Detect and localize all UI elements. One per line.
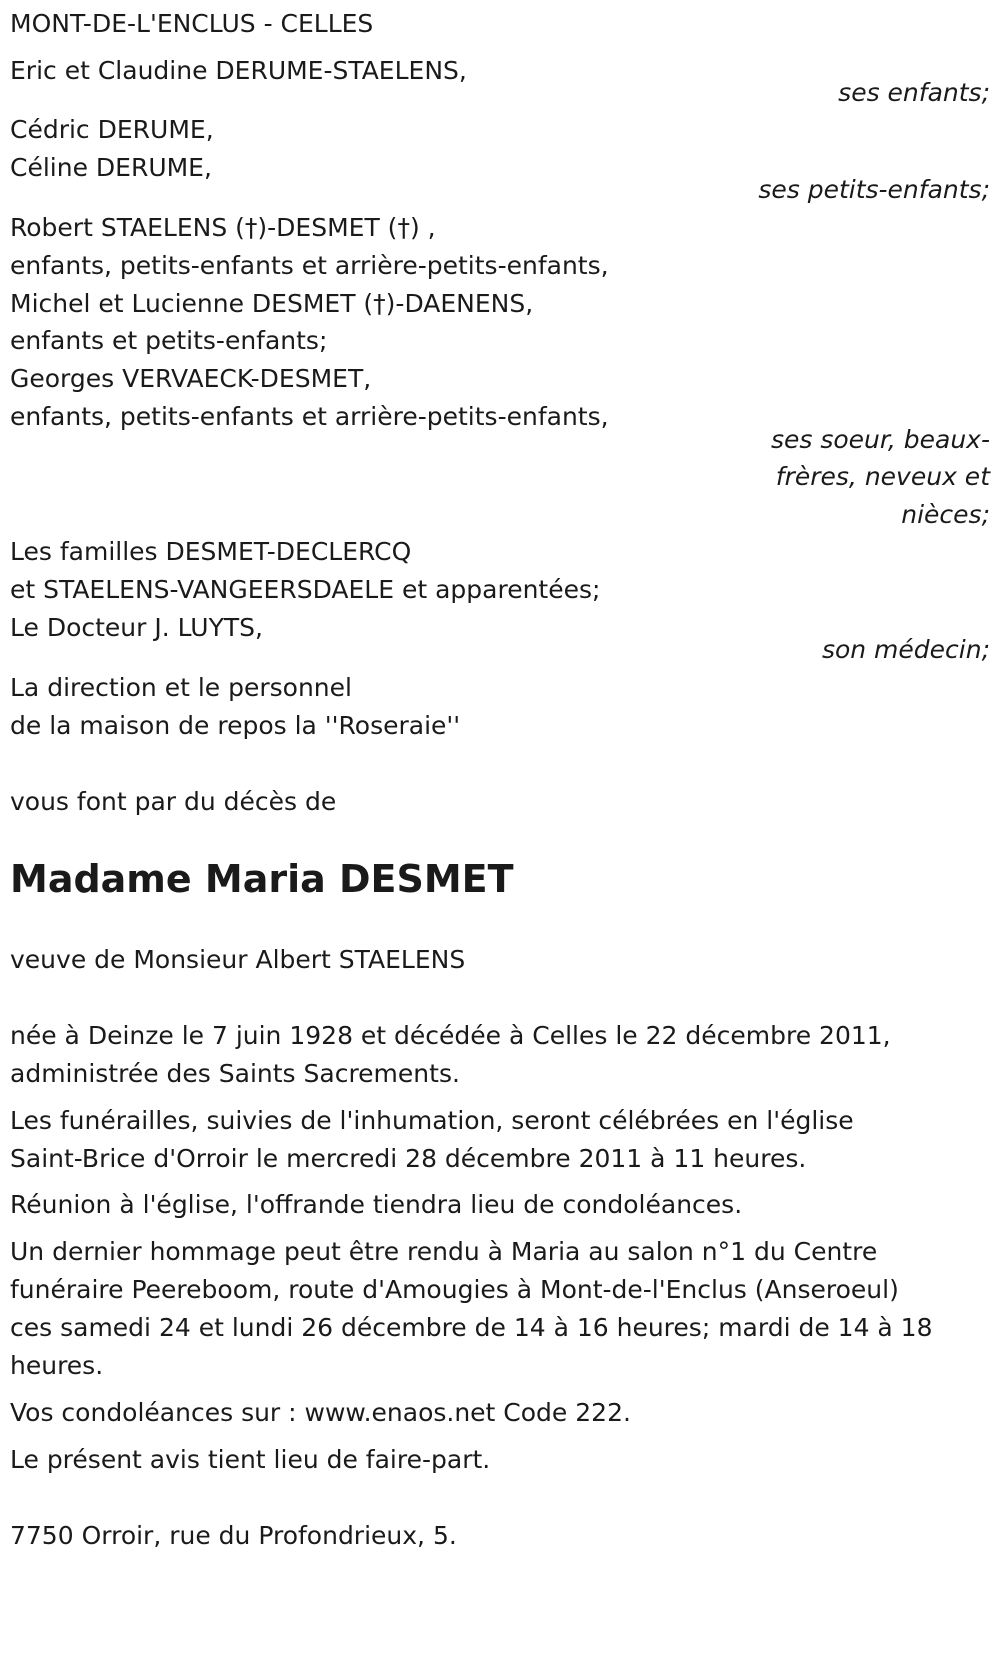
sibling-line: Michel et Lucienne DESMET (†)-DAENENS,	[10, 289, 534, 318]
tribute-line: ces samedi 24 et lundi 26 décembre de 14 à 16 heures; mardi de 14 à 18	[10, 1313, 933, 1342]
sibling-line: enfants, petits-enfants et arrière-petits-enfants,	[10, 251, 609, 280]
tribute-line: funéraire Peereboom, route d'Amougies à Mont-de-l'Enclus (Anseroeul)	[10, 1275, 899, 1304]
siblings-role-line: ses soeur, beaux-	[770, 425, 990, 454]
family-line: Les familles DESMET-DECLERCQ	[10, 537, 412, 566]
reunion-line: Réunion à l'église, l'offrande tiendra lieu de condoléances.	[10, 1190, 743, 1219]
sibling-line: enfants, petits-enfants et arrière-petits-enfants,	[10, 402, 609, 431]
doctor-role: son médecin;	[821, 635, 990, 664]
condolences-line: Vos condoléances sur : www.enaos.net Code 222.	[10, 1398, 631, 1427]
tribute-line: Un dernier hommage peut être rendu à Maria au salon n°1 du Centre	[10, 1237, 878, 1266]
staff-line: La direction et le personnel	[10, 673, 352, 702]
grandchildren-role: ses petits-enfants;	[758, 175, 990, 204]
header-location: MONT-DE-L'ENCLUS - CELLES	[10, 9, 374, 38]
children-role: ses enfants;	[838, 78, 990, 107]
siblings-role-line: frères, neveux et	[775, 462, 990, 491]
sibling-line: Robert STAELENS (†)-DESMET (†) ,	[10, 213, 436, 242]
widow-of: veuve de Monsieur Albert STAELENS	[10, 945, 466, 974]
sibling-line: enfants et petits-enfants;	[10, 326, 328, 355]
tribute-line: heures.	[10, 1351, 104, 1380]
family-line: Le Docteur J. LUYTS,	[10, 613, 263, 642]
deceased-name: Madame Maria DESMET	[10, 857, 514, 901]
family-line: et STAELENS-VANGEERSDAELE et apparentées;	[10, 575, 601, 604]
funeral-line: Les funérailles, suivies de l'inhumation, seront célébrées en l'église	[10, 1106, 854, 1135]
grandchild-name: Cédric DERUME,	[10, 115, 214, 144]
notice-line: Le présent avis tient lieu de faire-part.	[10, 1445, 491, 1474]
staff-line: de la maison de repos la ''Roseraie''	[10, 711, 461, 740]
birth-death-line: née à Deinze le 7 juin 1928 et décédée à Celles le 22 décembre 2011,	[10, 1021, 891, 1050]
funeral-line: Saint-Brice d'Orroir le mercredi 28 décembre 2011 à 11 heures.	[10, 1144, 807, 1173]
sibling-line: Georges VERVAECK-DESMET,	[10, 364, 372, 393]
birth-death-line: administrée des Saints Sacrements.	[10, 1059, 460, 1088]
siblings-role-line: nièces;	[901, 500, 990, 529]
grandchild-name: Céline DERUME,	[10, 153, 212, 182]
announcement: vous font par du décès de	[10, 787, 337, 816]
address: 7750 Orroir, rue du Profondrieux, 5.	[10, 1521, 457, 1550]
children-name: Eric et Claudine DERUME-STAELENS,	[10, 56, 467, 85]
